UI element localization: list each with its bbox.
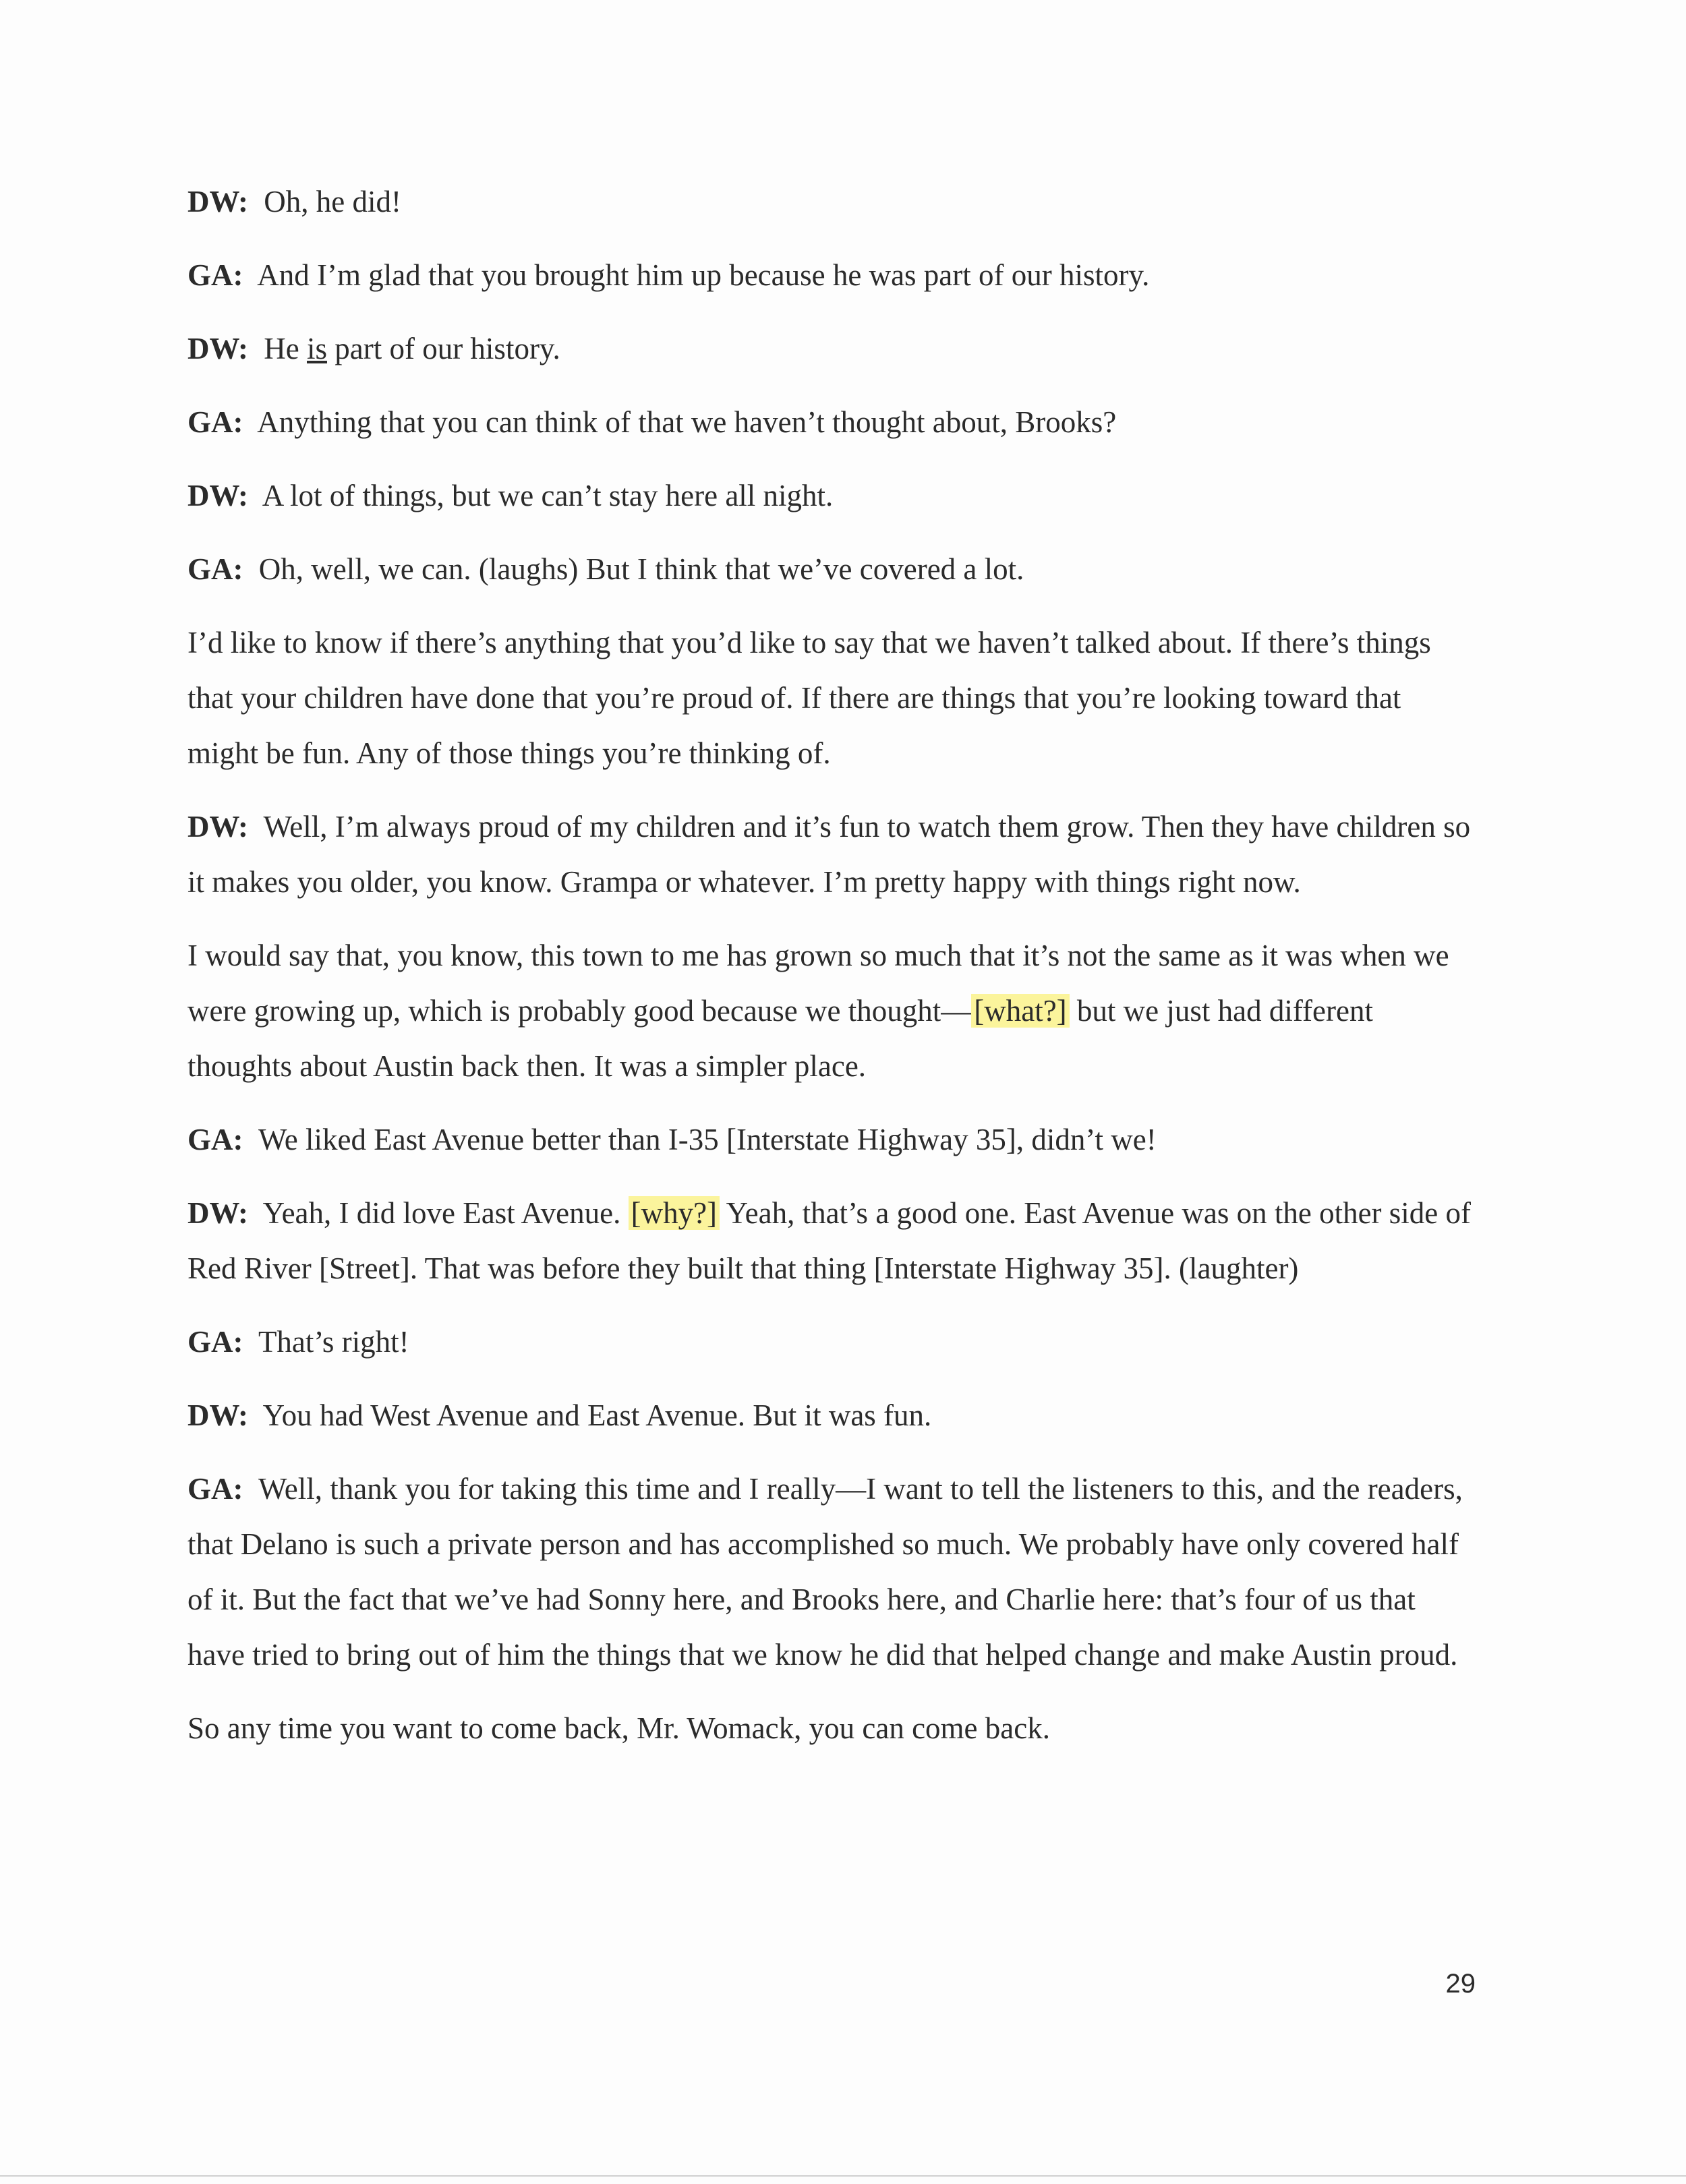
page-number: 29 <box>1445 1969 1476 1999</box>
speaker-label: GA: <box>187 258 243 292</box>
paragraph-text: Yeah, I did love East Avenue. <box>262 1196 621 1230</box>
transcript-paragraph <box>187 1314 1476 1369</box>
paragraph-text: A lot of things, but we can’t stay here all night. <box>262 479 834 512</box>
transcript-paragraph <box>187 1185 1476 1296</box>
paragraph-text: He <box>264 332 299 365</box>
paragraph-text: Well, thank you for taking this time and I really—I want to tell the listeners to this, and the readers, that Delano is such a private person and has accomplished so much. We probably have only covered half of it. But the fact that we’ve had Sonny here, and Brooks here, and Charlie here: that’s four of us that have tried to bring out of him the things that we know he did that helped change and make Austin proud. <box>187 1472 1463 1672</box>
transcript-paragraph <box>187 321 1476 376</box>
paragraph-text: Oh, he did! <box>264 185 401 218</box>
paragraph-text: And I’m glad that you brought him up because he was part of our history. <box>257 258 1150 292</box>
transcript-body <box>187 174 1476 1774</box>
speaker-label: DW: <box>187 185 248 218</box>
paragraph-text: Well, I’m always proud of my children and it’s fun to watch them grow. Then they have children so it makes you older, you know. Grampa or whatever. I’m pretty happy with things right now. <box>187 810 1471 899</box>
transcript-paragraph <box>187 247 1476 303</box>
paragraph-text: You had West Avenue and East Avenue. But it was fun. <box>262 1398 932 1432</box>
underlined-emphasis: is <box>306 332 327 365</box>
paragraph-text: So any time you want to come back, Mr. Womack, you can come back. <box>187 1711 1050 1745</box>
transcript-paragraph <box>187 1112 1476 1167</box>
transcript-paragraph <box>187 174 1476 229</box>
speaker-label: GA: <box>187 552 243 586</box>
transcript-paragraph <box>187 468 1476 523</box>
transcript-paragraph <box>187 799 1476 910</box>
highlighted-annotation: [why?] <box>629 1196 720 1230</box>
transcript-paragraph <box>187 1701 1476 1756</box>
paragraph-text: Yeah, that’s a good one. East Avenue was on the other side of Red River [Street]. That was before they built that thing [Interstate Highway 35]. (laughter) <box>187 1196 1472 1285</box>
paragraph-text: Anything that you can think of that we haven’t thought about, Brooks? <box>257 405 1117 439</box>
paragraph-text: I’d like to know if there’s anything that you’d like to say that we haven’t talked about. If there’s things that your children have done that you’re proud of. If there are things that you’re looking toward that might be fun. Any of those things you’re thinking of. <box>187 626 1431 770</box>
speaker-label: DW: <box>187 810 248 844</box>
speaker-label: DW: <box>187 1196 248 1230</box>
speaker-label: DW: <box>187 479 248 512</box>
transcript-paragraph <box>187 1388 1476 1443</box>
paragraph-text: We liked East Avenue better than I-35 [Interstate Highway 35], didn’t we! <box>258 1123 1157 1156</box>
highlighted-annotation: [what?] <box>971 994 1069 1028</box>
speaker-label: DW: <box>187 332 248 365</box>
page-edge-divider <box>0 2175 1686 2177</box>
transcript-paragraph <box>187 928 1476 1094</box>
speaker-label: GA: <box>187 1472 243 1506</box>
paragraph-text: I would say that, you know, this town to me has grown so much that it’s not the same as it was when we were growing up, which is probably good because we thought— <box>187 939 1449 1028</box>
speaker-label: GA: <box>187 405 243 439</box>
paragraph-text: That’s right! <box>258 1325 409 1359</box>
paragraph-text: part of our history. <box>335 332 560 365</box>
speaker-label: DW: <box>187 1398 248 1432</box>
speaker-label: GA: <box>187 1325 243 1359</box>
transcript-paragraph <box>187 1461 1476 1682</box>
transcript-paragraph <box>187 615 1476 781</box>
transcript-paragraph <box>187 541 1476 597</box>
transcript-paragraph <box>187 394 1476 450</box>
paragraph-text: but we just had different thoughts about Austin back then. It was a simpler place. <box>187 994 1373 1083</box>
speaker-label: GA: <box>187 1123 243 1156</box>
paragraph-text: Oh, well, we can. (laughs) But I think that we’ve covered a lot. <box>258 552 1024 586</box>
